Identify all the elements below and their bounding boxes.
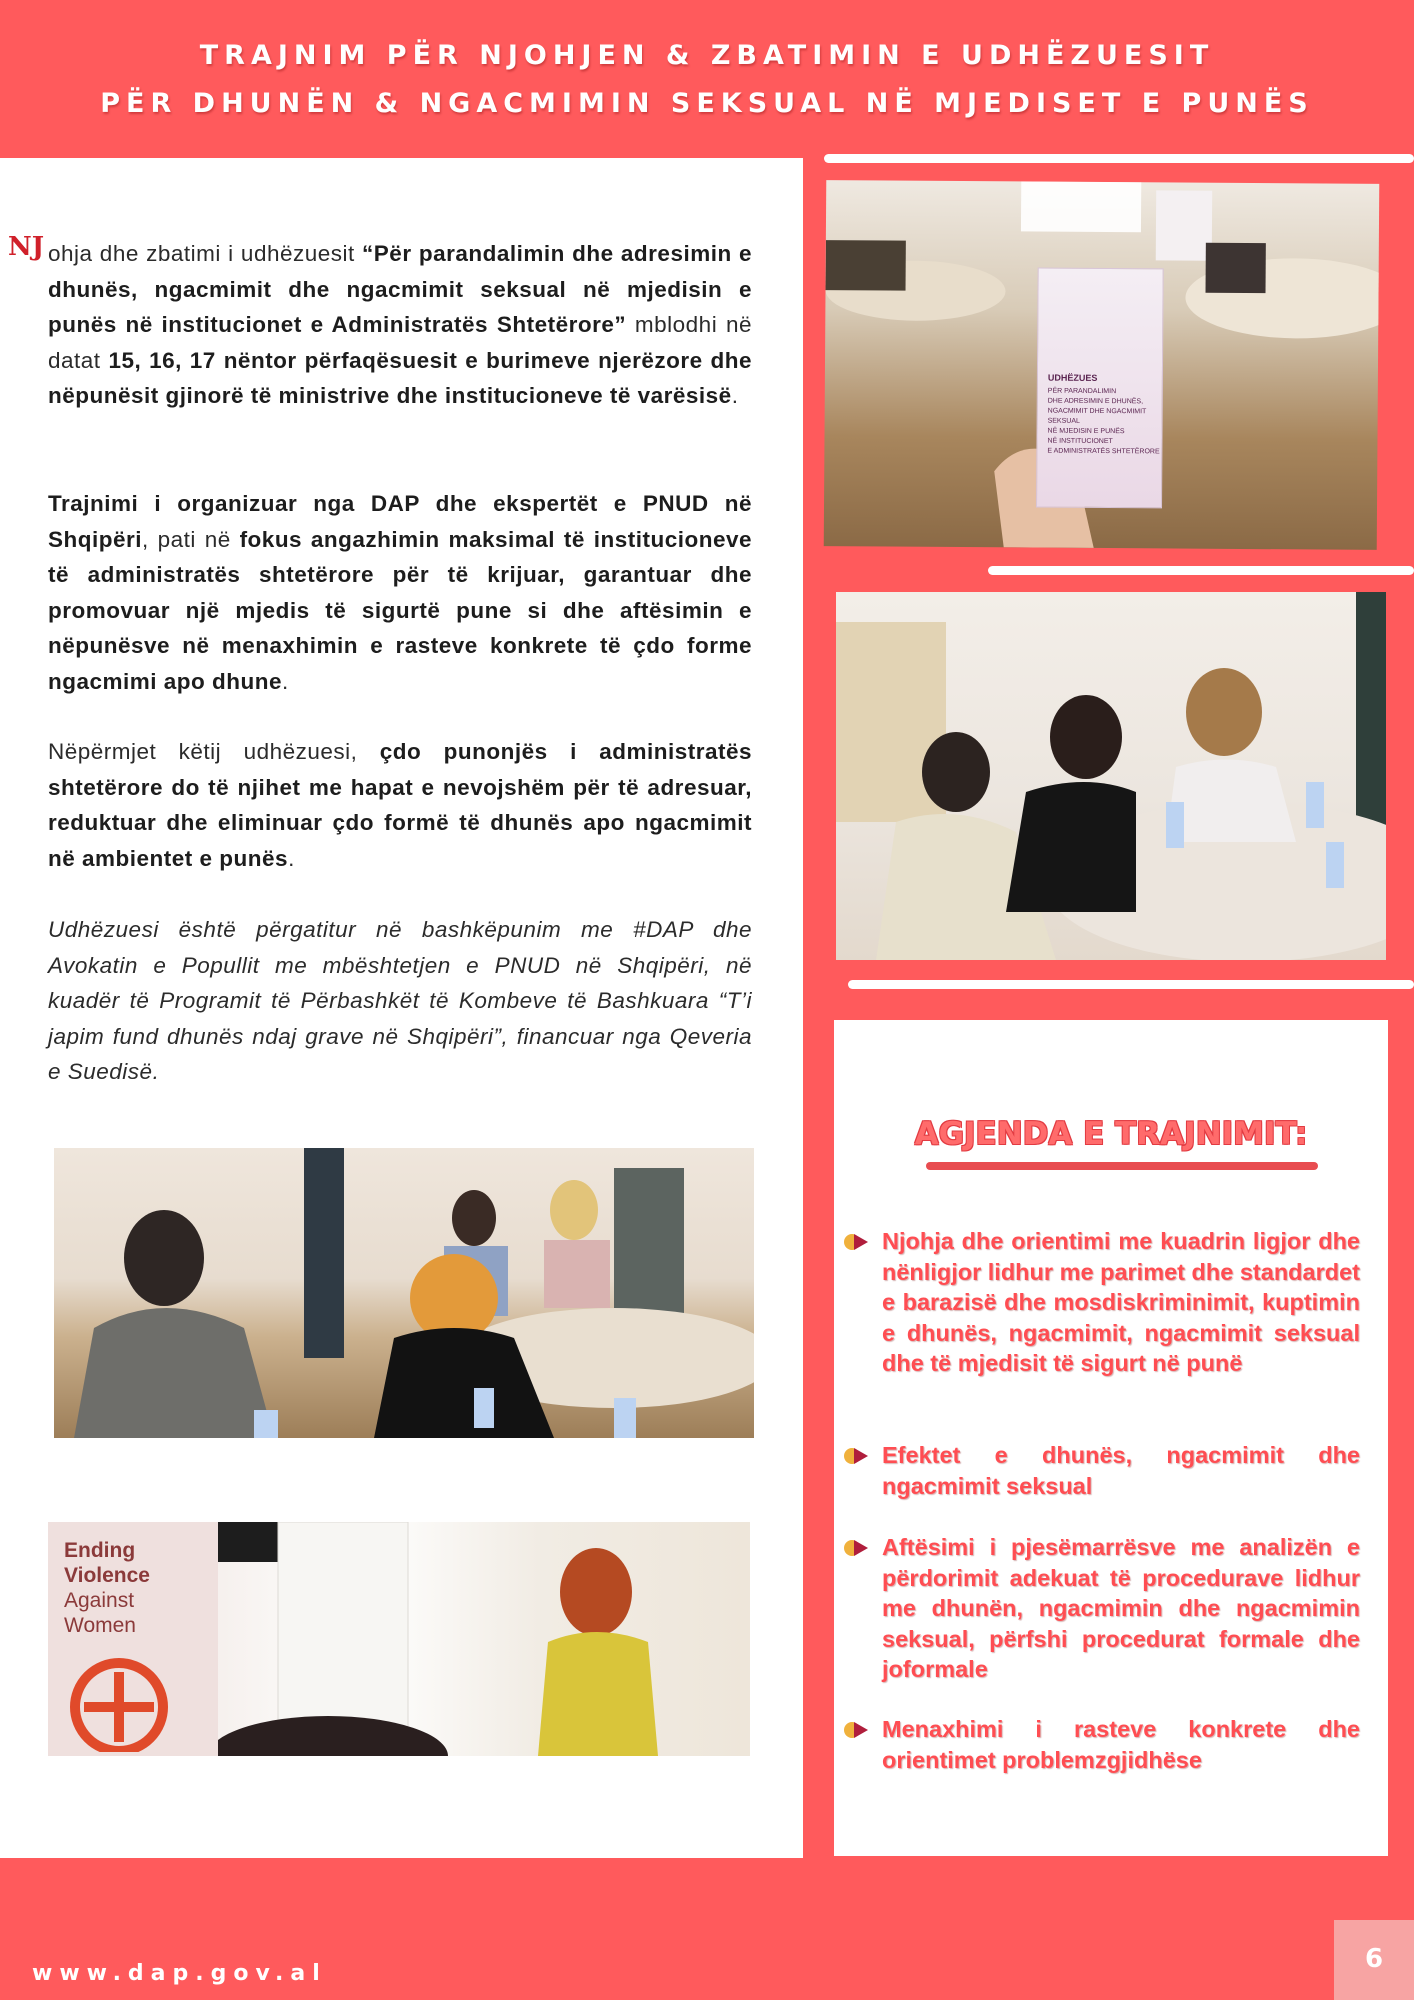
article-paragraph-4: Udhëzuesi është përgatitur në bashkëpunim me #DAP dhe Avokatin e Popullit me mbështetjen e PNUD në Shqipëri, në kuadër të Programit të Përbashkët të Kombeve të Bashkuara “T’i japim fund dhunës ndaj grave në Shqipëri”, financuar nga Qeveria e Suedisë. [48,917,752,1084]
door-shape [304,1148,344,1358]
p3-text-2: . [288,845,295,871]
evaw-banner [48,1522,218,1756]
guide-booklet-photo [824,180,1380,550]
woman-head [550,1180,598,1240]
agenda-item: Menaxhimi i rasteve konkrete dhe orientimet problemzgjidhëse [882,1716,1360,1773]
agenda-title-underline [926,1162,1318,1170]
arrow-bullet-icon [842,1538,870,1558]
participant-head [452,1190,496,1246]
decorative-line [988,566,1414,575]
booklet-line: NGACMIMIT DHE NGACMIMIT SEKSUAL [1047,407,1147,425]
p3-text-1: Nëpërmjet këtij udhëzuesi, [48,739,380,764]
evaw-logo-icon [64,1652,174,1752]
header-title-line-1: TRAJNIM PËR NJOHJEN & ZBATIMIN E UDHËZUESIT [199,40,1215,71]
water-bottle [474,1388,494,1428]
banner-line-2: Violence [64,1564,150,1587]
drop-cap: NJ [8,232,45,262]
p2-text-2: . [282,668,289,694]
article-paragraph-3 [48,734,752,876]
agenda-item: Njohja dhe orientimi me kuadrin ligjor dhe nënligjor lidhur me parimet dhe standardet e barazisë dhe mosdiskriminimit, kuptimin e dhunës, ngacmimit, ngacmimit seksual dhe të mjedisit të sigurt në punë [882,1228,1360,1376]
page-number: 6 [1364,1944,1384,1974]
workshop-table-scene [836,592,1386,960]
p1-text-4: . [731,383,739,408]
man-head [124,1210,204,1306]
speaker-box [218,1522,278,1562]
water-bottle [1166,802,1184,848]
booklet-title: UDHËZUES [1047,372,1098,383]
decorative-line [848,980,1414,989]
woman-2-black-top [1006,782,1136,912]
p2-organizer: Trajnimi i organizuar nga DAP dhe ekspertët e PNUD në Shqipëri [48,491,752,552]
agenda-item: Efektet e dhunës, ngacmimit dhe ngacmimit seksual [882,1442,1360,1499]
speaker-hair [560,1548,632,1636]
training-room-photo [54,1148,754,1438]
p1-text-1: ohja dhe zbatimi i udhëzuesit [48,241,363,266]
water-bottle [1326,842,1344,888]
arrow-bullet-icon [842,1232,870,1252]
p2-focus: fokus angazhimin maksimal të institucioneve të administratës shtetërore për të krijuar, garantuar dhe promovuar një mjedis të sigurtë pune si dhe aftësimin e nëpunësve në menaxhimin e rasteve konkrete të çdo forme ngacmimi apo dhune [48,526,752,694]
article-paragraph-1 [48,236,752,414]
audience-head [218,1716,448,1756]
woman-3-hair [1186,668,1262,756]
projector-screen [1021,181,1141,232]
curtain [1356,592,1386,842]
booklet-subtitle [1047,387,1161,458]
page-number-box [1334,1920,1414,2000]
woman-3-blazer [1166,760,1296,843]
p3-goal: çdo punonjës i administratës shtetërore do të njihet me hapat e nevojshëm për të adresuar, reduktuar dhe eliminuar çdo formë të dhunës apo ngacmimit në ambientet e punës [48,739,753,871]
woman-2-hair [1050,695,1122,779]
agenda-box [834,1020,1388,1856]
arrow-bullet-icon [842,1720,870,1740]
woman-blazer [544,1240,610,1308]
p1-participants: nëntor përfaqësuesit e burimeve njerëzore dhe nëpunësit gjinorë të ministrive dhe institucioneve të varësisë [48,347,752,408]
header-title-line-2: PËR DHUNËN & NGACMIMIN SEKSUAL NË MJEDISET E PUNËS [100,88,1314,119]
man-sweater [74,1308,274,1438]
participant [826,240,906,291]
decorative-line [824,154,1414,163]
article-paragraph-2 [48,486,752,699]
p2-text-1: , pati në [142,526,240,552]
evaw-banner-text [64,1538,150,1638]
water-bottle [614,1398,636,1438]
booklet-line: E ADMINISTRATËS SHTETËRORE [1047,447,1160,456]
speaker-scene [218,1522,750,1756]
arrow-bullet-icon [842,1446,870,1466]
banner-line-3: Against [64,1589,135,1612]
booklet-line: NË MJEDISIN E PUNËS [1047,427,1125,436]
agenda-item: Aftësimi i pjesëmarrësve me analizën e përdorimit adekuat të procedurave lidhur me dhunën, ngacmimin dhe ngacmimin seksual, përfshi procedurat formale dhe joformale [882,1534,1360,1682]
speaker-yellow-top [538,1632,658,1756]
workshop-table-photo [836,592,1386,960]
participant [1206,243,1266,293]
booklet-line: NË INSTITUCIONET [1047,437,1113,446]
water-bottle [1306,782,1324,828]
rollup-banner [1156,190,1212,260]
page-header [0,0,1414,158]
banner-line-1: Ending [64,1539,136,1562]
p1-dates: 15, 16, 17 [108,347,216,373]
agenda-title: AGJENDA E TRAJNIMIT: [914,1116,1308,1152]
booklet-line: DHE ADRESIMIN E DHUNËS, [1047,397,1144,406]
p1-text-2: mblodhi në datat [48,312,752,373]
speaker-photo [48,1522,750,1756]
guide-booklet [1036,268,1164,509]
training-room-scene [54,1148,754,1438]
p1-guide-title: “Për parandalimin dhe adresimin e dhunës, ngacmimit dhe ngacmimit seksual në mjedisin e punës në institucionet e Administratës Shtetërore” [48,241,753,337]
website-link[interactable]: www.dap.gov.al [32,1961,327,1986]
booklet-line: PËR PARANDALIMIN [1047,387,1117,396]
woman-1-hair [922,732,990,812]
water-bottle [254,1410,278,1438]
p1-text-3 [216,348,224,373]
banner-line-4: Women [64,1614,136,1637]
